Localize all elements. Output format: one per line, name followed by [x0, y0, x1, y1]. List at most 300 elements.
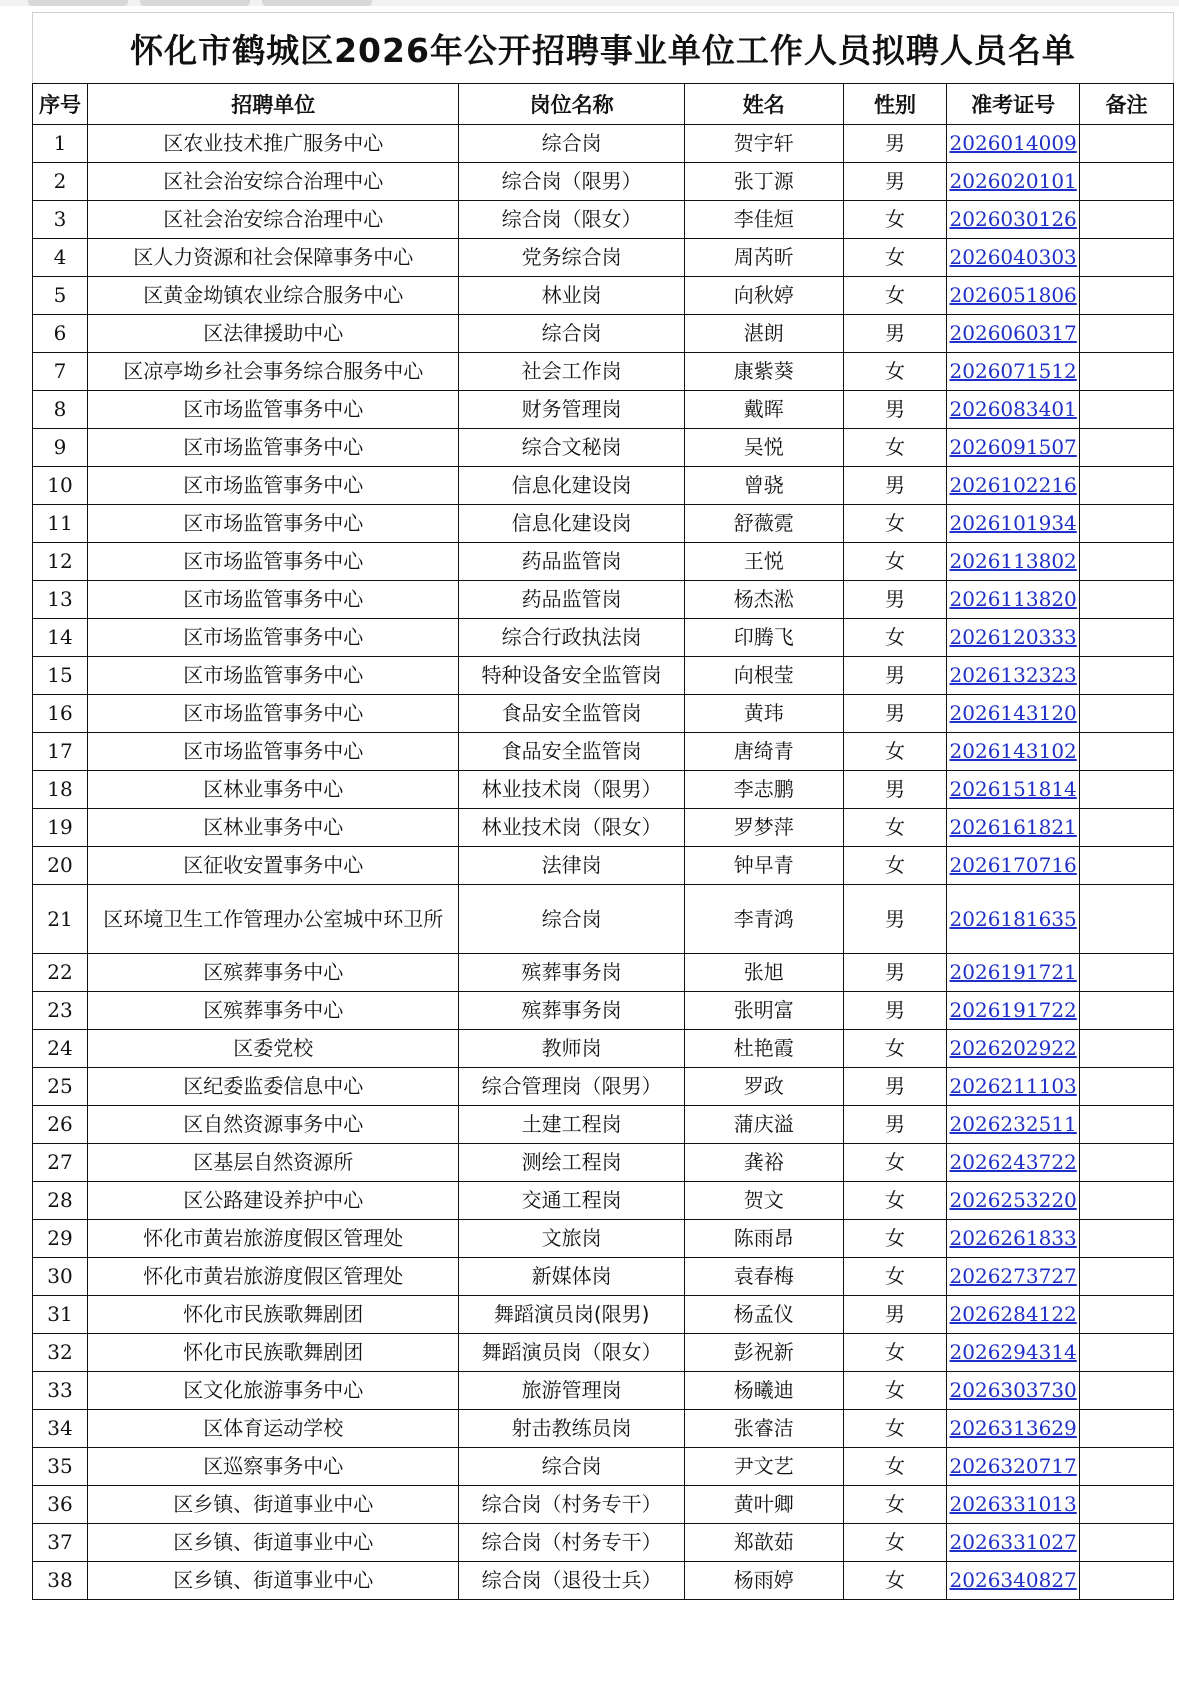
cell-post: 林业岗 [459, 277, 685, 315]
cell-name: 袁春梅 [684, 1258, 843, 1296]
cell-post: 食品安全监管岗 [459, 733, 685, 771]
exam-id-link[interactable]: 2026253220 [949, 1188, 1077, 1212]
cell-exam-id [947, 201, 1080, 239]
cell-gender: 女 [843, 809, 947, 847]
cell-name: 罗梦萍 [684, 809, 843, 847]
cell-name: 张丁源 [684, 163, 843, 201]
cell-note [1080, 1068, 1174, 1106]
cell-gender: 女 [843, 353, 947, 391]
cell-gender: 男 [843, 885, 947, 954]
cell-gender: 男 [843, 467, 947, 505]
cell-unit: 区林业事务中心 [88, 809, 459, 847]
cell-gender: 男 [843, 695, 947, 733]
cell-unit: 区市场监管事务中心 [88, 581, 459, 619]
cell-note [1080, 581, 1174, 619]
cell-no: 38 [33, 1562, 88, 1600]
cell-gender: 女 [843, 733, 947, 771]
cell-no: 33 [33, 1372, 88, 1410]
cell-exam-id [947, 1486, 1080, 1524]
exam-id-link[interactable]: 2026320717 [949, 1454, 1077, 1478]
cell-note [1080, 543, 1174, 581]
cell-note [1080, 954, 1174, 992]
cell-note [1080, 695, 1174, 733]
cell-exam-id [947, 429, 1080, 467]
cell-note [1080, 733, 1174, 771]
cell-exam-id [947, 992, 1080, 1030]
header-name: 姓名 [684, 84, 843, 125]
cell-no: 35 [33, 1448, 88, 1486]
cell-unit: 区委党校 [88, 1030, 459, 1068]
cell-name: 杨雨婷 [684, 1562, 843, 1600]
exam-id-link[interactable]: 2026143120 [949, 701, 1077, 725]
exam-id-link[interactable]: 2026060317 [949, 321, 1077, 345]
exam-id-link[interactable]: 2026083401 [949, 397, 1077, 421]
table-row [33, 1334, 1174, 1372]
table-row [33, 391, 1174, 429]
cell-unit: 区林业事务中心 [88, 771, 459, 809]
cell-unit: 区凉亭坳乡社会事务综合服务中心 [88, 353, 459, 391]
cell-gender: 女 [843, 239, 947, 277]
cell-exam-id [947, 619, 1080, 657]
table-row [33, 429, 1174, 467]
table-row [33, 581, 1174, 619]
exam-id-link[interactable]: 2026202922 [949, 1036, 1077, 1060]
cell-exam-id [947, 543, 1080, 581]
cell-unit: 区市场监管事务中心 [88, 695, 459, 733]
cell-gender: 男 [843, 1106, 947, 1144]
cell-no: 9 [33, 429, 88, 467]
cell-name: 罗政 [684, 1068, 843, 1106]
table-row [33, 163, 1174, 201]
table-row [33, 277, 1174, 315]
cell-no: 16 [33, 695, 88, 733]
cell-unit: 区市场监管事务中心 [88, 391, 459, 429]
cell-no: 24 [33, 1030, 88, 1068]
cell-name: 钟早青 [684, 847, 843, 885]
cell-note [1080, 992, 1174, 1030]
cell-exam-id [947, 1372, 1080, 1410]
exam-id-link[interactable]: 2026232511 [949, 1112, 1077, 1136]
cell-exam-id [947, 1448, 1080, 1486]
cell-gender: 女 [843, 1448, 947, 1486]
cell-unit: 区征收安置事务中心 [88, 847, 459, 885]
cell-unit: 区社会治安综合治理中心 [88, 163, 459, 201]
cell-name: 贺文 [684, 1182, 843, 1220]
cell-note [1080, 1258, 1174, 1296]
cell-gender: 男 [843, 125, 947, 163]
cell-note [1080, 1144, 1174, 1182]
exam-id-link[interactable]: 2026273727 [949, 1264, 1077, 1288]
exam-id-link[interactable]: 2026340827 [949, 1568, 1077, 1592]
cell-no: 21 [33, 885, 88, 954]
table-row [33, 1296, 1174, 1334]
cell-post: 财务管理岗 [459, 391, 685, 429]
cell-exam-id [947, 1410, 1080, 1448]
cell-exam-id [947, 353, 1080, 391]
cell-gender: 男 [843, 1296, 947, 1334]
cell-name: 李青鸿 [684, 885, 843, 954]
cell-name: 吴悦 [684, 429, 843, 467]
cell-name: 康紫葵 [684, 353, 843, 391]
cell-gender: 男 [843, 771, 947, 809]
exam-id-link[interactable]: 2026170716 [949, 853, 1077, 877]
cell-post: 综合行政执法岗 [459, 619, 685, 657]
cell-name: 张睿洁 [684, 1410, 843, 1448]
cell-no: 25 [33, 1068, 88, 1106]
cell-exam-id [947, 277, 1080, 315]
cell-unit: 区法律援助中心 [88, 315, 459, 353]
cell-note [1080, 1562, 1174, 1600]
cell-gender: 女 [843, 505, 947, 543]
cell-post: 药品监管岗 [459, 543, 685, 581]
cell-name: 王悦 [684, 543, 843, 581]
exam-id-link[interactable]: 2026243722 [949, 1150, 1077, 1174]
table-row [33, 1372, 1174, 1410]
cell-note [1080, 1220, 1174, 1258]
exam-id-link[interactable]: 2026211103 [949, 1074, 1077, 1098]
cell-post: 综合岗（退役士兵） [459, 1562, 685, 1600]
cell-no: 7 [33, 353, 88, 391]
cell-note [1080, 1106, 1174, 1144]
cell-unit: 区人力资源和社会保障事务中心 [88, 239, 459, 277]
table-row [33, 1144, 1174, 1182]
cell-name: 杨曦迪 [684, 1372, 843, 1410]
table-row [33, 1106, 1174, 1144]
cell-exam-id [947, 125, 1080, 163]
cell-unit: 区农业技术推广服务中心 [88, 125, 459, 163]
exam-id-link[interactable]: 2026113820 [949, 587, 1077, 611]
table-row [33, 239, 1174, 277]
cell-exam-id [947, 1296, 1080, 1334]
cell-note [1080, 391, 1174, 429]
cell-post: 林业技术岗（限男） [459, 771, 685, 809]
cell-note [1080, 125, 1174, 163]
cell-gender: 男 [843, 1068, 947, 1106]
cell-no: 12 [33, 543, 88, 581]
cell-note [1080, 429, 1174, 467]
cell-no: 31 [33, 1296, 88, 1334]
table-row [33, 695, 1174, 733]
cell-no: 30 [33, 1258, 88, 1296]
cell-name: 尹文艺 [684, 1448, 843, 1486]
cell-exam-id [947, 657, 1080, 695]
cell-unit: 区文化旅游事务中心 [88, 1372, 459, 1410]
cell-note [1080, 239, 1174, 277]
exam-id-link[interactable]: 2026014009 [949, 131, 1077, 155]
cell-exam-id [947, 954, 1080, 992]
table-body [33, 125, 1174, 1600]
exam-id-link[interactable]: 2026101934 [949, 511, 1077, 535]
exam-id-link[interactable]: 2026181635 [949, 906, 1077, 931]
cell-post: 殡葬事务岗 [459, 954, 685, 992]
cell-no: 10 [33, 467, 88, 505]
cell-post: 文旅岗 [459, 1220, 685, 1258]
cell-unit: 怀化市民族歌舞剧团 [88, 1334, 459, 1372]
table-row [33, 1486, 1174, 1524]
cell-no: 20 [33, 847, 88, 885]
cell-note [1080, 505, 1174, 543]
document-sheet [32, 12, 1174, 1600]
cell-gender: 女 [843, 429, 947, 467]
table-row [33, 353, 1174, 391]
cell-post: 林业技术岗（限女） [459, 809, 685, 847]
cell-no: 26 [33, 1106, 88, 1144]
table-row [33, 1448, 1174, 1486]
cell-name: 黄玮 [684, 695, 843, 733]
header-no: 序号 [33, 84, 88, 125]
cell-no: 8 [33, 391, 88, 429]
cell-exam-id [947, 885, 1080, 954]
cell-unit: 区市场监管事务中心 [88, 543, 459, 581]
cell-post: 测绘工程岗 [459, 1144, 685, 1182]
cell-no: 1 [33, 125, 88, 163]
cell-post: 舞蹈演员岗(限男) [459, 1296, 685, 1334]
cell-gender: 女 [843, 1182, 947, 1220]
cell-exam-id [947, 733, 1080, 771]
cell-unit: 区市场监管事务中心 [88, 733, 459, 771]
cell-no: 15 [33, 657, 88, 695]
cell-post: 射击教练员岗 [459, 1410, 685, 1448]
cell-note [1080, 1410, 1174, 1448]
cell-unit: 区乡镇、街道事业中心 [88, 1486, 459, 1524]
table-row [33, 125, 1174, 163]
exam-id-link[interactable]: 2026161821 [949, 815, 1077, 839]
cell-note [1080, 1372, 1174, 1410]
cell-gender: 女 [843, 1144, 947, 1182]
cell-note [1080, 353, 1174, 391]
exam-id-link[interactable]: 2026191722 [949, 998, 1077, 1022]
cell-exam-id [947, 505, 1080, 543]
cell-name: 周芮昕 [684, 239, 843, 277]
cell-post: 综合岗 [459, 885, 685, 954]
cell-name: 彭祝新 [684, 1334, 843, 1372]
table-row [33, 1030, 1174, 1068]
cell-unit: 区社会治安综合治理中心 [88, 201, 459, 239]
cell-exam-id [947, 771, 1080, 809]
cell-name: 陈雨昂 [684, 1220, 843, 1258]
cell-no: 6 [33, 315, 88, 353]
table-row [33, 201, 1174, 239]
header-note: 备注 [1080, 84, 1174, 125]
candidate-table [32, 83, 1174, 1600]
cell-name: 向根莹 [684, 657, 843, 695]
cell-post: 综合文秘岗 [459, 429, 685, 467]
cell-note [1080, 1296, 1174, 1334]
cell-exam-id [947, 1562, 1080, 1600]
exam-id-link[interactable]: 2026051806 [949, 283, 1077, 307]
cell-no: 18 [33, 771, 88, 809]
exam-id-link[interactable]: 2026102216 [949, 473, 1077, 497]
cell-exam-id [947, 1030, 1080, 1068]
cell-unit: 区自然资源事务中心 [88, 1106, 459, 1144]
cell-no: 28 [33, 1182, 88, 1220]
cell-post: 综合岗 [459, 1448, 685, 1486]
table-row [33, 467, 1174, 505]
exam-id-link[interactable]: 2026030126 [949, 207, 1077, 231]
cell-name: 郑歆茹 [684, 1524, 843, 1562]
cell-post: 综合岗 [459, 315, 685, 353]
cell-post: 综合岗（村务专干） [459, 1524, 685, 1562]
exam-id-link[interactable]: 2026143102 [949, 739, 1077, 763]
cell-post: 综合岗 [459, 125, 685, 163]
table-row [33, 1410, 1174, 1448]
cell-gender: 女 [843, 1334, 947, 1372]
cell-gender: 女 [843, 201, 947, 239]
cell-name: 黄叶卿 [684, 1486, 843, 1524]
table-row [33, 1562, 1174, 1600]
cell-name: 杜艳霞 [684, 1030, 843, 1068]
table-row [33, 657, 1174, 695]
cell-post: 综合管理岗（限男） [459, 1068, 685, 1106]
cell-exam-id [947, 1106, 1080, 1144]
cell-note [1080, 1030, 1174, 1068]
cell-no: 36 [33, 1486, 88, 1524]
cell-unit: 区乡镇、街道事业中心 [88, 1524, 459, 1562]
cell-unit: 区巡察事务中心 [88, 1448, 459, 1486]
cell-exam-id [947, 695, 1080, 733]
cell-post: 旅游管理岗 [459, 1372, 685, 1410]
exam-id-link[interactable]: 2026120333 [949, 625, 1077, 649]
cell-name: 李志鹏 [684, 771, 843, 809]
table-row [33, 1220, 1174, 1258]
cell-name: 湛朗 [684, 315, 843, 353]
exam-id-link[interactable]: 2026020101 [949, 169, 1077, 193]
page-title: 怀化市鹤城区2026年公开招聘事业单位工作人员拟聘人员名单 [130, 30, 1076, 70]
cell-gender: 女 [843, 1410, 947, 1448]
cell-gender: 女 [843, 1220, 947, 1258]
cell-post: 信息化建设岗 [459, 467, 685, 505]
cell-no: 11 [33, 505, 88, 543]
cell-gender: 女 [843, 619, 947, 657]
cell-gender: 女 [843, 1562, 947, 1600]
cell-no: 4 [33, 239, 88, 277]
cell-name: 舒薇霓 [684, 505, 843, 543]
cell-gender: 男 [843, 581, 947, 619]
table-row [33, 315, 1174, 353]
table-row [33, 885, 1174, 954]
exam-id-link[interactable]: 2026151814 [949, 777, 1077, 801]
cell-post: 综合岗（村务专干） [459, 1486, 685, 1524]
cell-exam-id [947, 1182, 1080, 1220]
cell-note [1080, 201, 1174, 239]
exam-id-link[interactable]: 2026303730 [949, 1378, 1077, 1402]
cell-exam-id [947, 1220, 1080, 1258]
cell-post: 舞蹈演员岗（限女） [459, 1334, 685, 1372]
cell-exam-id [947, 1144, 1080, 1182]
cell-gender: 女 [843, 1486, 947, 1524]
cell-post: 法律岗 [459, 847, 685, 885]
cell-name: 曾骁 [684, 467, 843, 505]
exam-id-link[interactable]: 2026071512 [949, 359, 1077, 383]
cell-exam-id [947, 391, 1080, 429]
table-row [33, 847, 1174, 885]
cell-post: 食品安全监管岗 [459, 695, 685, 733]
cell-post: 新媒体岗 [459, 1258, 685, 1296]
table-row [33, 992, 1174, 1030]
cell-unit: 区市场监管事务中心 [88, 505, 459, 543]
cell-name: 杨杰淞 [684, 581, 843, 619]
cell-name: 蒲庆溢 [684, 1106, 843, 1144]
cell-no: 34 [33, 1410, 88, 1448]
table-row [33, 1258, 1174, 1296]
cell-exam-id [947, 467, 1080, 505]
cell-no: 22 [33, 954, 88, 992]
cell-name: 向秋婷 [684, 277, 843, 315]
cell-note [1080, 809, 1174, 847]
header-unit: 招聘单位 [88, 84, 459, 125]
cell-unit: 区黄金坳镇农业综合服务中心 [88, 277, 459, 315]
exam-id-link[interactable]: 2026132323 [949, 663, 1077, 687]
exam-id-link[interactable]: 2026331027 [949, 1530, 1077, 1554]
header-post: 岗位名称 [459, 84, 685, 125]
cell-no: 17 [33, 733, 88, 771]
exam-id-link[interactable]: 2026331013 [949, 1492, 1077, 1516]
cell-note [1080, 163, 1174, 201]
cell-gender: 男 [843, 391, 947, 429]
cell-unit: 区殡葬事务中心 [88, 992, 459, 1030]
exam-id-link[interactable]: 2026313629 [949, 1416, 1077, 1440]
cell-post: 殡葬事务岗 [459, 992, 685, 1030]
cell-exam-id [947, 847, 1080, 885]
exam-id-link[interactable]: 2026040303 [949, 245, 1077, 269]
cell-post: 土建工程岗 [459, 1106, 685, 1144]
table-row [33, 543, 1174, 581]
cell-no: 27 [33, 1144, 88, 1182]
cell-note [1080, 1486, 1174, 1524]
cell-exam-id [947, 1334, 1080, 1372]
cell-exam-id [947, 581, 1080, 619]
cell-post: 药品监管岗 [459, 581, 685, 619]
exam-id-link[interactable]: 2026294314 [949, 1340, 1077, 1364]
exam-id-link[interactable]: 2026284122 [949, 1302, 1077, 1326]
cell-name: 龚裕 [684, 1144, 843, 1182]
exam-id-link[interactable]: 2026091507 [949, 435, 1077, 459]
exam-id-link[interactable]: 2026191721 [949, 960, 1077, 984]
cell-gender: 男 [843, 657, 947, 695]
cell-gender: 男 [843, 992, 947, 1030]
cell-gender: 女 [843, 543, 947, 581]
table-row [33, 1182, 1174, 1220]
cell-unit: 怀化市民族歌舞剧团 [88, 1296, 459, 1334]
cell-note [1080, 1334, 1174, 1372]
cell-exam-id [947, 163, 1080, 201]
cell-name: 戴晖 [684, 391, 843, 429]
cell-post: 特种设备安全监管岗 [459, 657, 685, 695]
table-row [33, 733, 1174, 771]
cell-name: 杨孟仪 [684, 1296, 843, 1334]
cell-note [1080, 619, 1174, 657]
cell-unit: 区殡葬事务中心 [88, 954, 459, 992]
header-gender: 性别 [843, 84, 947, 125]
cell-unit: 区纪委监委信息中心 [88, 1068, 459, 1106]
cell-name: 张旭 [684, 954, 843, 992]
cell-note [1080, 657, 1174, 695]
cell-gender: 女 [843, 1258, 947, 1296]
cell-no: 5 [33, 277, 88, 315]
exam-id-link[interactable]: 2026113802 [949, 549, 1077, 573]
table-row [33, 1068, 1174, 1106]
exam-id-link[interactable]: 2026261833 [949, 1226, 1077, 1250]
header-exam-id: 准考证号 [947, 84, 1080, 125]
cell-unit: 区基层自然资源所 [88, 1144, 459, 1182]
cell-no: 19 [33, 809, 88, 847]
cell-post: 交通工程岗 [459, 1182, 685, 1220]
table-row [33, 954, 1174, 992]
cell-note [1080, 771, 1174, 809]
cell-no: 2 [33, 163, 88, 201]
cell-name: 印腾飞 [684, 619, 843, 657]
cell-post: 党务综合岗 [459, 239, 685, 277]
